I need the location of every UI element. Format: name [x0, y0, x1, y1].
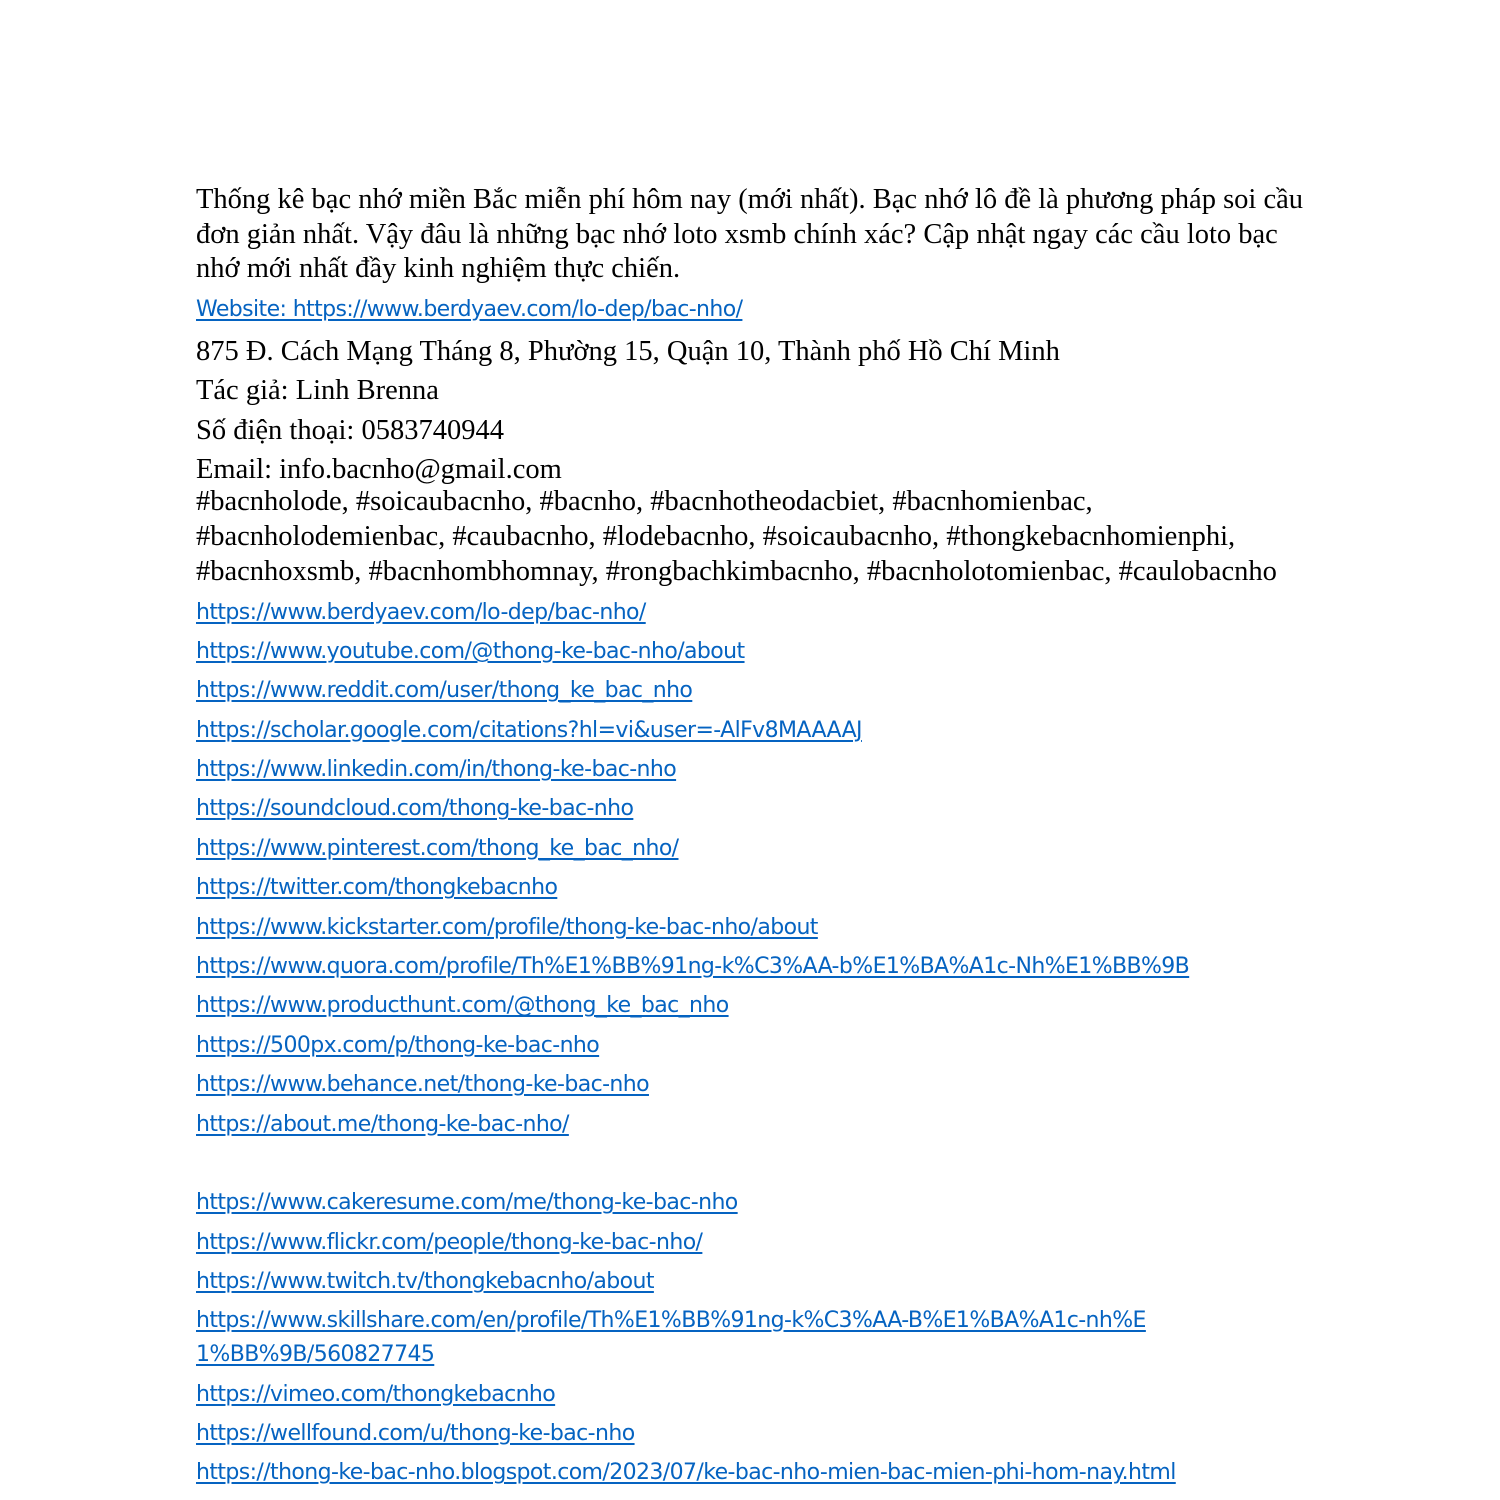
link-cakeresume[interactable]: https://www.cakeresume.com/me/thong-ke-bac-nho	[196, 1190, 738, 1216]
link-quora[interactable]: https://www.quora.com/profile/Th%E1%BB%91ng-k%C3%AA-b%E1%BA%A1c-Nh%E1%BB%9B	[196, 954, 1190, 980]
intro-paragraph: Thống kê bạc nhớ miền Bắc miễn phí hôm nay (mới nhất). Bạc nhớ lô đề là phương pháp soi cầu đơn giản nhất. Vậy đâu là những bạc nhớ loto xsmb chính xác? Cập nhật ngay các cầu loto bạc nhớ mới nhất đầy kinh nghiệm thực chiến.	[196, 184, 1304, 284]
document-page	[196, 183, 1306, 1493]
link-aboutme[interactable]: https://about.me/thong-ke-bac-nho/	[196, 1111, 569, 1137]
link-berdyaev[interactable]: https://www.berdyaev.com/lo-dep/bac-nho/	[196, 599, 646, 625]
link-producthunt[interactable]: https://www.producthunt.com/@thong_ke_bac_nho	[196, 993, 729, 1019]
phone-text: Số điện thoại: 0583740944	[196, 414, 504, 446]
link-linkedin[interactable]: https://www.linkedin.com/in/thong-ke-bac-nho	[196, 757, 677, 783]
website-link[interactable]: Website: https://www.berdyaev.com/lo-dep/bac-nho/	[196, 296, 743, 322]
link-youtube[interactable]: https://www.youtube.com/@thong-ke-bac-nho/about	[196, 638, 745, 664]
link-behance[interactable]: https://www.behance.net/thong-ke-bac-nho	[196, 1072, 649, 1098]
author-text: Tác giả: Linh Brenna	[196, 375, 439, 406]
blank-line	[196, 1144, 1306, 1183]
link-twitch[interactable]: https://www.twitch.tv/thongkebacnho/about	[196, 1269, 654, 1295]
address-text: 875 Đ. Cách Mạng Tháng 8, Phường 15, Quận 10, Thành phố Hồ Chí Minh	[196, 335, 1060, 367]
links-list	[196, 593, 1306, 1493]
link-google-scholar[interactable]: https://scholar.google.com/citations?hl=vi&user=-AlFv8MAAAAJ	[196, 717, 862, 743]
link-flickr[interactable]: https://www.flickr.com/people/thong-ke-bac-nho/	[196, 1229, 703, 1255]
email-text: Email: info.bacnho@gmail.com	[196, 454, 562, 485]
link-kickstarter[interactable]: https://www.kickstarter.com/profile/thong-ke-bac-nho/about	[196, 914, 818, 940]
link-twitter[interactable]: https://twitter.com/thongkebacnho	[196, 875, 558, 901]
link-500px[interactable]: https://500px.com/p/thong-ke-bac-nho	[196, 1032, 600, 1058]
link-soundcloud[interactable]: https://soundcloud.com/thong-ke-bac-nho	[196, 796, 634, 822]
link-vimeo[interactable]: https://vimeo.com/thongkebacnho	[196, 1381, 556, 1407]
hashtags-paragraph: #bacnholode, #soicaubacnho, #bacnho, #bacnhotheodacbiet, #bacnhomienbac, #bacnholodemienbac, #caubacnho, #lodebacnho, #soicaubacnho, #thongkebacnhomienphi, #bacnhoxsmb, #bacnhombhomnay, #rongbachkimbacnho, #bacnholotomienbac, #caulobacnho	[196, 485, 1277, 587]
link-reddit[interactable]: https://www.reddit.com/user/thong_ke_bac_nho	[196, 678, 693, 704]
link-skillshare[interactable]: https://www.skillshare.com/en/profile/Th%E1%BB%91ng-k%C3%AA-B%E1%BA%A1c-nh%E1%BB%9B/560827745	[196, 1307, 1146, 1367]
link-wellfound[interactable]: https://wellfound.com/u/thong-ke-bac-nho	[196, 1420, 635, 1446]
link-pinterest[interactable]: https://www.pinterest.com/thong_ke_bac_nho/	[196, 835, 679, 861]
link-blogspot[interactable]: https://thong-ke-bac-nho.blogspot.com/2023/07/ke-bac-nho-mien-bac-mien-phi-hom-nay.html	[196, 1460, 1176, 1486]
